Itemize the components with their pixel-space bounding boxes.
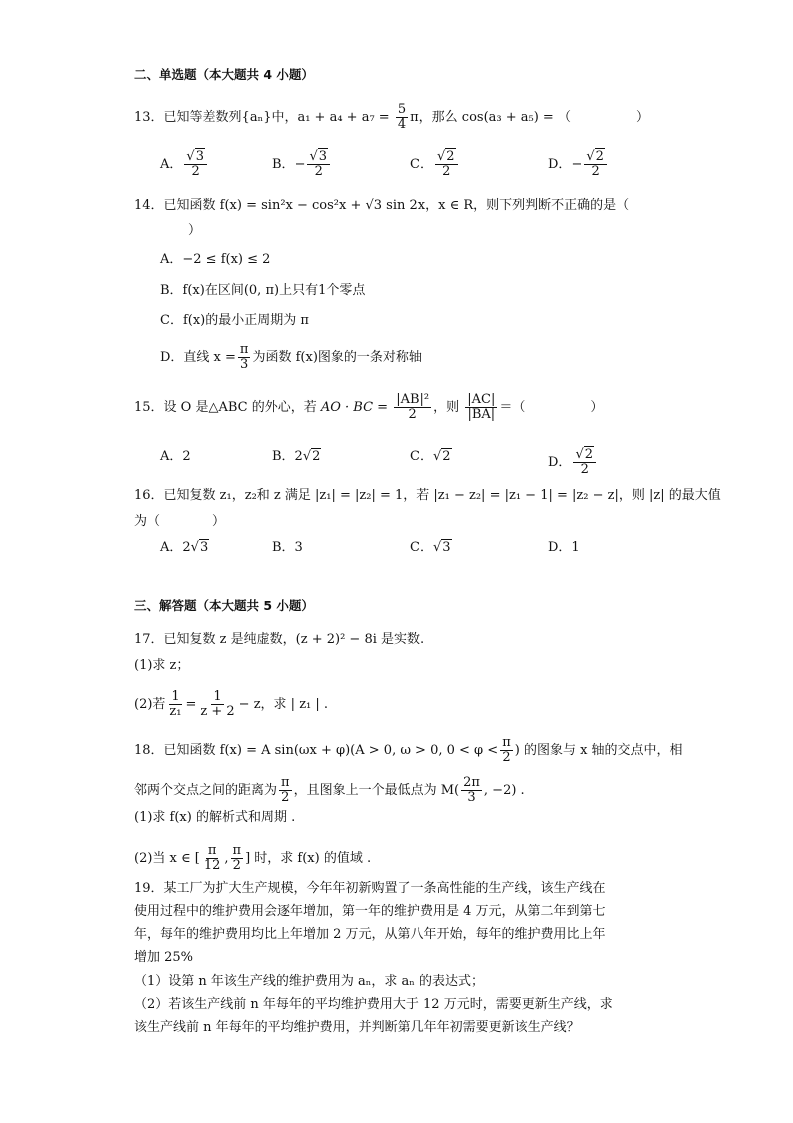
opt-sign: − <box>294 157 306 172</box>
q18l2-post: , −2) . <box>483 783 525 798</box>
opt-frac <box>573 448 596 477</box>
q13-tail: ，那么 cos(a₃ + a₅) = （ ） <box>418 110 649 125</box>
frac-den: z + 2 <box>200 704 235 719</box>
q17p2-eq: = <box>185 697 197 712</box>
opt-label: B． <box>272 157 295 172</box>
q13-option-c <box>410 150 460 179</box>
q13-option-a <box>160 150 209 179</box>
opt-den: 2 <box>191 164 200 179</box>
q18l2-mid: ，且图象上一个最低点为 M( <box>293 783 460 798</box>
q14d-post: 为函数 f(x)图象的一条对称轴 <box>252 350 422 365</box>
frac-den: 12 <box>203 858 221 873</box>
question-17-part-1: (1)求 z； <box>134 658 190 673</box>
question-18-part-1: (1)求 f(x) 的解析式和周期 . <box>134 810 296 825</box>
q14-option-c: C．f(x)的最小正周期为 π <box>160 313 309 328</box>
q13-frac-den: 4 <box>397 117 407 132</box>
opt-frac <box>184 150 207 179</box>
frac-num: 1 <box>213 689 222 704</box>
opt-pre: A．2 <box>160 540 191 555</box>
q17p2-frac1 <box>167 690 183 719</box>
opt-rad: 3 <box>195 149 204 164</box>
question-19-line: 年，每年的维护费用均比上年增加 2 万元，从第八年开始，每年的维护费用比上年 <box>134 927 606 942</box>
question-19-line: 19．某工厂为扩大生产规模，今年年初新购置了一条高性能的生产线，该生产线在 <box>134 881 606 896</box>
q18l2-frac <box>279 776 292 805</box>
frac-num: 2π <box>463 775 480 790</box>
q14-option-b: B．f(x)在区间(0, π)上只有1个零点 <box>160 283 366 298</box>
q14d-den: 3 <box>240 357 249 372</box>
opt-pre: C． <box>410 449 433 464</box>
opt-rad: 2 <box>446 149 455 164</box>
question-19-part-2-cont: 该生产线前 n 年每年的平均维护费用，并判断第几年年初需要更新该生产线？ <box>134 1020 580 1035</box>
q15-mid: ，则 <box>433 400 464 415</box>
q15-option-b: B．2√2 <box>272 449 321 464</box>
opt-num: √3 <box>184 150 207 165</box>
opt-rad: 3 <box>442 540 451 555</box>
q14d-pre: D．直线 x = <box>160 350 236 365</box>
q16-option-a: A．2√3 <box>160 540 209 555</box>
opt-frac <box>307 150 330 179</box>
q16-option-c: C．√3 <box>410 540 451 555</box>
opt-pre: B．2 <box>272 449 303 464</box>
opt-den: 2 <box>442 164 451 179</box>
frac-num: π <box>232 843 242 858</box>
q17p2-pre: (2)若 <box>134 697 166 712</box>
question-14-stem: 14．已知函数 f(x) = sin²x − cos²x + √3 sin 2x，x ∈ R，则下列判断不正确的是（ <box>134 198 630 213</box>
q15-tail: ＝（ ） <box>499 400 604 415</box>
question-13-stem <box>134 103 649 132</box>
frac-num: π <box>207 843 217 858</box>
question-16-stem: 16．已知复数 z₁，z₂和 z 满足 |z₁| = |z₂| = 1，若 |z₁ − z₂| = |z₁ − 1| = |z₂ − z|，则 |z| 的最大值 <box>134 488 721 503</box>
opt-rad: 3 <box>199 540 209 555</box>
q15-frac-den: 2 <box>408 407 417 422</box>
opt-sign: − <box>571 157 583 172</box>
opt-den: 2 <box>314 164 323 179</box>
opt-num: √3 <box>307 150 330 165</box>
question-17-stem: 17．已知复数 z 是纯虚数，(z + 2)² − 8i 是实数. <box>134 632 425 647</box>
frac-den: 2 <box>281 790 290 805</box>
q14-option-a: A．−2 ≤ f(x) ≤ 2 <box>160 252 271 267</box>
q15-option-c: C．√2 <box>410 449 451 464</box>
q18-frac <box>500 736 513 765</box>
frac-num: 1 <box>171 689 180 704</box>
q18l2-frac-m <box>461 776 482 805</box>
question-18-part-2 <box>134 844 371 873</box>
q16-option-b: B．3 <box>272 540 303 555</box>
question-19-line: 增加 25% <box>134 950 194 965</box>
opt-rad: 2 <box>442 449 451 464</box>
q13-frac-num: 5 <box>397 102 407 117</box>
q18-post: ) 的图象与 x 轴的交点中，相 <box>514 743 683 758</box>
frac-num: π <box>281 775 290 790</box>
frac-num: π <box>502 735 511 750</box>
q13-fraction <box>396 103 408 132</box>
opt-label: D． <box>548 157 572 172</box>
q18l2-pre: 邻两个交点之间的距离为 <box>134 783 278 798</box>
q17p2-frac2 <box>198 690 236 719</box>
question-17-part-2 <box>134 690 328 719</box>
frac-den: 2 <box>232 858 241 873</box>
opt-label: A． <box>160 157 183 172</box>
q15-option-a: A．2 <box>160 449 191 464</box>
q17p2-post: − z，求 | z₁ | . <box>238 697 329 712</box>
q15-ratio-den: |BA| <box>467 407 496 422</box>
opt-pre: C． <box>410 540 433 555</box>
q13-pi: π <box>410 110 419 125</box>
q13-option-d <box>548 150 609 179</box>
q15-vector-expr: AO · BC = <box>320 400 393 415</box>
q18p2-frac-a <box>202 844 223 873</box>
q18p2-pre: (2)当 x ∈ [ <box>134 851 200 866</box>
opt-rad: 2 <box>584 447 594 462</box>
q18p2-comma: , <box>224 851 229 866</box>
q15-frac <box>394 393 431 422</box>
question-19-line: 使用过程中的维护费用会逐年增加，第一年的维护费用是 4 万元，从第二年到第七 <box>134 904 606 919</box>
opt-frac <box>584 150 607 179</box>
opt-num: √2 <box>584 150 607 165</box>
opt-den: 2 <box>591 164 600 179</box>
question-19-part-2: （2）若该生产线前 n 年每年的平均维护费用大于 12 万元时，需要更新生产线，求 <box>134 997 613 1012</box>
q16-option-d: D．1 <box>548 540 580 555</box>
question-18-stem <box>134 736 683 765</box>
opt-rad: 2 <box>312 449 321 464</box>
q18-pre: 18．已知函数 f(x) = A sin(ωx + φ)(A > 0, ω > 0, 0 < φ < <box>134 743 499 758</box>
q18p2-post: ] 时，求 f(x) 的值域 . <box>245 851 372 866</box>
question-15-stem <box>134 393 603 422</box>
q14-option-d <box>160 343 422 372</box>
q15-ratio-num: |AC| <box>467 392 496 407</box>
opt-pre: D． <box>548 455 572 470</box>
q15-option-d <box>548 448 598 477</box>
q18p2-frac-b <box>231 844 244 873</box>
section-title-solution: 三、解答题（本大题共 5 小题） <box>134 598 314 613</box>
frac-den: 2 <box>502 750 511 765</box>
opt-rad: 2 <box>595 149 604 164</box>
q15-frac-num: |AB|² <box>396 392 430 407</box>
q14d-frac <box>238 343 251 372</box>
opt-den: 2 <box>580 462 589 477</box>
opt-label: C． <box>410 157 433 172</box>
opt-num: √2 <box>573 448 596 463</box>
frac-den: 3 <box>467 790 476 805</box>
opt-frac <box>435 150 458 179</box>
q13-option-b <box>272 150 332 179</box>
q14d-num: π <box>239 342 249 357</box>
opt-rad: 3 <box>318 149 328 164</box>
question-19-part-1: （1）设第 n 年该生产线的维护费用为 aₙ，求 aₙ 的表达式； <box>134 974 485 989</box>
question-14-stem-tail: ） <box>188 223 202 238</box>
question-16-stem-2: 为（ ） <box>134 514 226 529</box>
q15-ratio <box>465 393 497 422</box>
q15-pre: 15．设 O 是△ABC 的外心，若 <box>134 400 321 415</box>
question-18-line-2 <box>134 776 525 805</box>
opt-num: √2 <box>435 150 458 165</box>
frac-den: z₁ <box>169 704 182 719</box>
q13-text: 13．已知等差数列{aₙ}中，a₁ + a₄ + a₇ = <box>134 110 394 125</box>
section-title-single-choice: 二、单选题（本大题共 4 小题） <box>134 67 314 82</box>
